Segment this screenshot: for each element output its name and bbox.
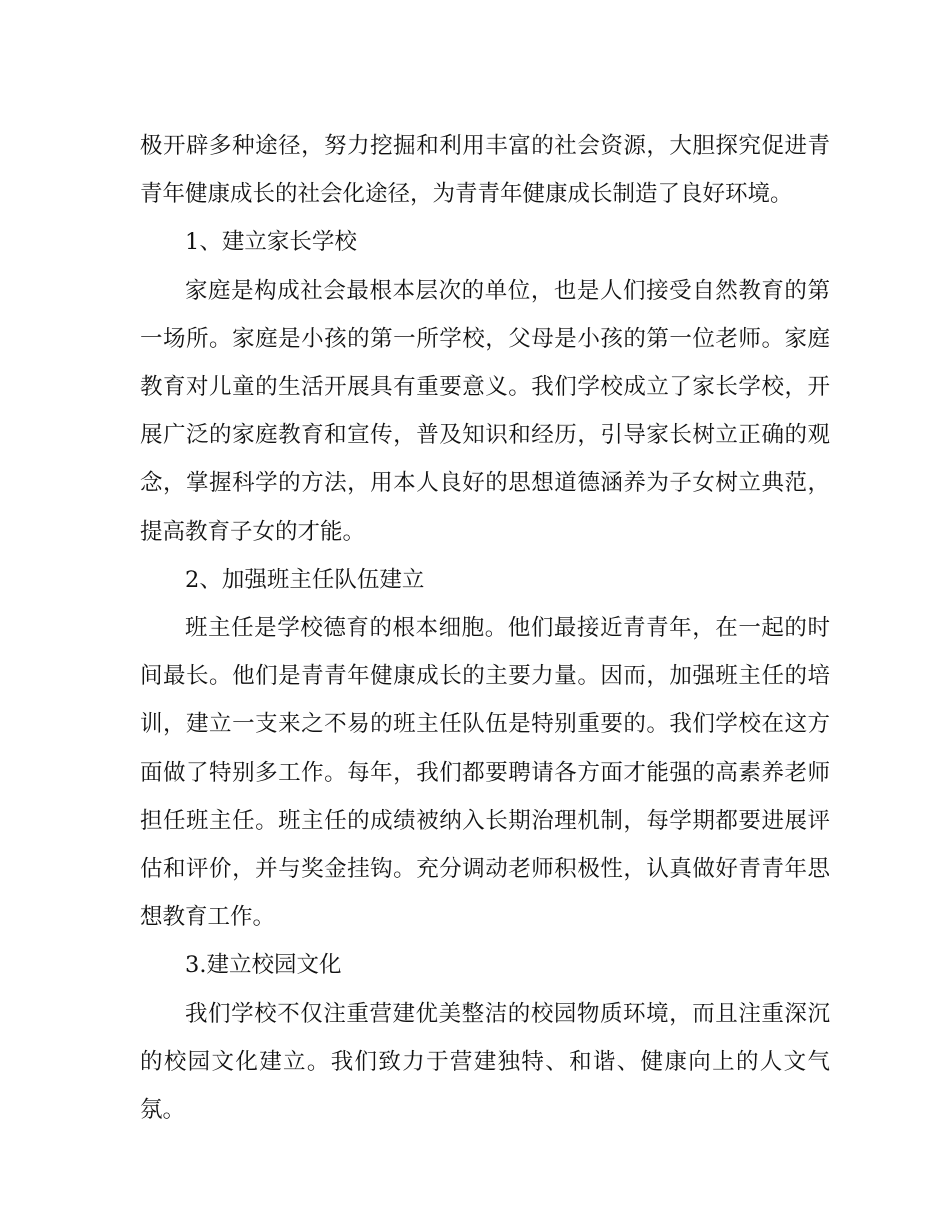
- section-heading-campus-culture: 3.建立校园文化: [185, 952, 342, 979]
- paragraph-parent-school: 家庭是构成社会最根本层次的单位，也是人们接受自然教育的第一场所。家庭是小孩的第一所学校，父母是小孩的第一位老师。家庭教育对儿童的生活开展具有重要意义。我们学校成立了家长学校，开展广泛的家庭教育和宣传，普及知识和经历，引导家长树立正确的观念，掌握科学的方法，用本人良好的思想道德涵养为子女树立典范，提高教育子女的才能。: [140, 277, 830, 545]
- paragraph-intro-continuation: 极开辟多种途径，努力挖掘和利用丰富的社会资源，大胆探究促进青青年健康成长的社会化途径，为青青年健康成长制造了良好环境。: [140, 133, 830, 208]
- paragraph-campus-culture: 我们学校不仅注重营建优美整洁的校园物质环境，而且注重深沉的校园文化建立。我们致力于营建独特、和谐、健康向上的人文气氛。: [140, 1000, 830, 1124]
- section-heading-parent-school: 1、建立家长学校: [185, 229, 357, 256]
- section-heading-head-teacher: 2、加强班主任队伍建立: [185, 566, 425, 593]
- document-body: [140, 122, 830, 1134]
- paragraph-head-teacher: 班主任是学校德育的根本细胞。他们最接近青青年，在一起的时间最长。他们是青青年健康成长的主要力量。因而，加强班主任的培训，建立一支来之不易的班主任队伍是特别重要的。我们学校在这方面做了特别多工作。每年，我们都要聘请各方面才能强的高素养老师担任班主任。班主任的成绩被纳入长期治理机制，每学期都要进展评估和评价，并与奖金挂钩。充分调动老师积极性，认真做好青青年思想教育工作。: [140, 615, 830, 931]
